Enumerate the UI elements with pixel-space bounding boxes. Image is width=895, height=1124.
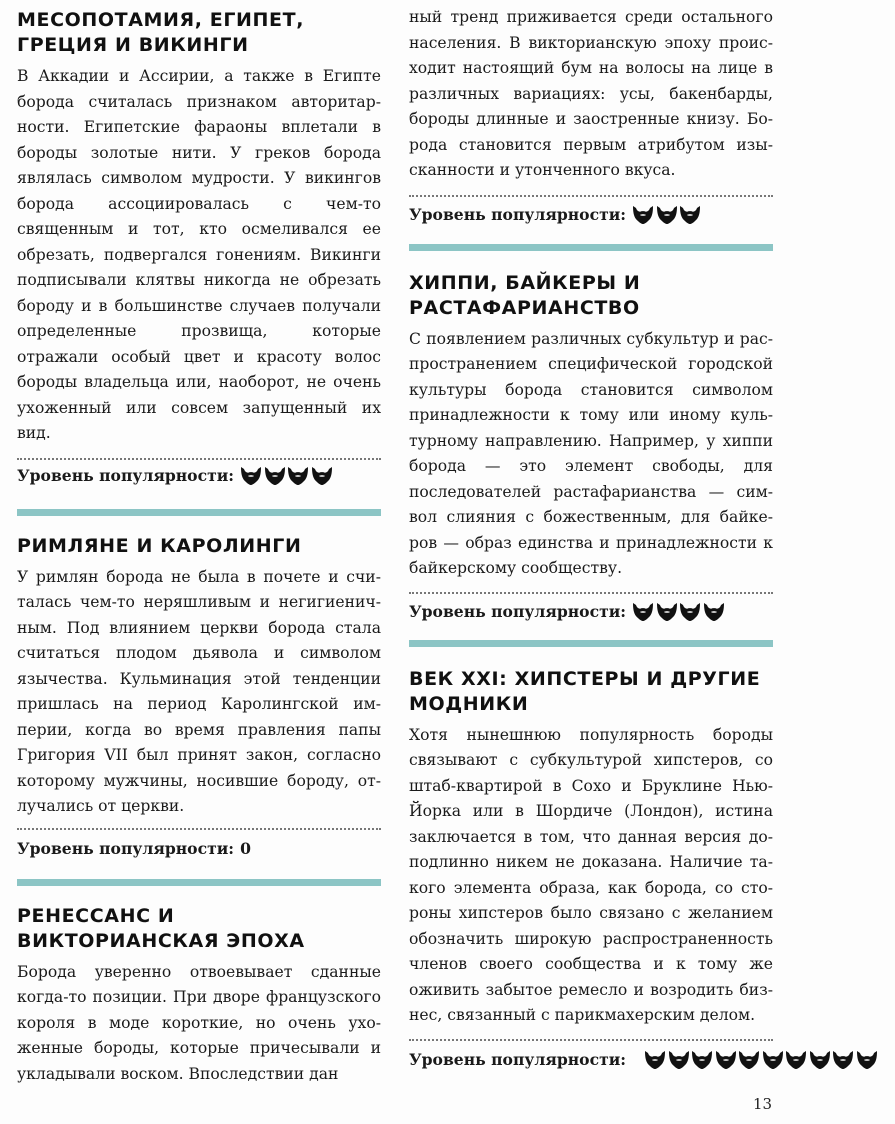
- popularity-row: [17, 463, 381, 489]
- beard-rating: [632, 602, 726, 622]
- section-text: У римлян борода не была в почете и считалась чем-то неряшливым и негигиеничным. Под влиянием церкви борода стала считаться плодом дьявола и символом язычества. Кульминация этой тенденции пришлась на период Каролингской империи, когда во время правления папы Григория VII был принят закон, согласно которому мужчины, носившие бороду, отлучались от церкви.: [17, 567, 381, 815]
- beard-icon: [691, 1050, 713, 1070]
- left-column: [17, 0, 381, 1087]
- beard-icon: [738, 1050, 760, 1070]
- beard-icon: [240, 466, 262, 486]
- popularity-label: Уровень популярности:: [409, 204, 627, 224]
- beard-icon: [715, 1050, 737, 1070]
- beard-icon: [656, 602, 678, 622]
- section-heading: МЕСОПОТАМИЯ, ЕГИПЕТ, ГРЕЦИЯ И ВИКИНГИ: [17, 9, 305, 56]
- beard-icon: [785, 1050, 807, 1070]
- beard-icon: [264, 466, 286, 486]
- popularity-label: Уровень популярности:: [17, 465, 235, 485]
- section-text: В Аккадии и Ассирии, а также в Египте борода считалась признаком авторитарности. Египетские фараоны вплетали в бороды золотые нити. У греков борода являлась символом мудрости. У викингов борода ассоциировалась с чем-то священным и тот, кто осмеливался ее обрезать, подвергался гонениям. Викинги подписывали клятвы никогда не обрезать бороду и в большинстве случаев получали определенные прозвища, которые отражали особый цвет и красоту волос бороды владельца или, наоборот, не очень ухоженный или совсем запущенный их вид.: [17, 67, 381, 442]
- section-heading: РЕНЕССАНС И ВИКТОРИАНСКАЯ ЭПОХА: [17, 904, 305, 952]
- section-heading: ВЕК XXI: ХИПСТЕРЫ И ДРУГИЕ МОДНИКИ: [409, 667, 761, 715]
- beard-icon: [832, 1050, 854, 1070]
- beard-rating: [240, 466, 334, 486]
- popularity-row: [409, 1047, 773, 1073]
- page-number: 13: [753, 1095, 773, 1113]
- popularity-row: [409, 599, 773, 625]
- beard-icon: [703, 602, 725, 622]
- beard-icon: [679, 602, 701, 622]
- popularity-row: [409, 202, 773, 228]
- beard-icon: [632, 602, 654, 622]
- popularity-label: Уровень популярности:: [17, 838, 235, 858]
- beard-icon: [632, 205, 654, 225]
- right-column: [409, 0, 773, 1073]
- popularity-row: [17, 836, 381, 862]
- beard-icon: [311, 466, 333, 486]
- section-heading: РИМЛЯНЕ И КАРОЛИНГИ: [17, 534, 302, 557]
- beard-rating: [632, 205, 703, 225]
- section-text: Хотя нынешнюю популярность бороды связывают с субкультурой хипстеров, со штаб-квартирой в Сохо и Бруклине Нью-Йорка или в Шордиче (Лондон), истина заключается в том, что данная версия доподлинно никем не доказана. Наличие такого элемента образа, как борода, со стороны хипстеров было связано с желанием обозначить широкую распространенность членов своего сообщества и к тому же оживить забытое ремесло и возродить бизнес, связанный с парикмахерским делом.: [409, 725, 773, 1024]
- beard-icon: [679, 205, 701, 225]
- beard-icon: [287, 466, 309, 486]
- section-divider-bar: [17, 509, 381, 516]
- popularity-label: Уровень популярности:: [409, 601, 627, 621]
- popularity-value: 0: [240, 838, 251, 858]
- section-text: Борода уверенно отвоевывает сданные когда-то позиции. При дворе французского короля в моде короткие, но очень ухоженные бороды, которые причесывали и укладывали воском. Впоследствии дан: [17, 962, 381, 1083]
- section-divider-bar: [409, 640, 773, 647]
- beard-rating: [644, 1050, 879, 1070]
- section-divider-bar: [409, 244, 773, 251]
- beard-icon: [856, 1050, 878, 1070]
- beard-icon: [668, 1050, 690, 1070]
- beard-icon: [656, 205, 678, 225]
- section-heading: ХИППИ, БАЙКЕРЫ И РАСТАФАРИАНСТВО: [409, 271, 641, 319]
- section-text: С появлением различных субкультур и распространением специфической городской культуры борода становится символом принадлежности к тому или иному культурному направлению. Например, у хиппи борода — это элемент свободы, для последователей растафарианства — символ слияния с божественным, для байкеров — образ единства и принадлежности к байкерскому сообществу.: [409, 329, 773, 577]
- popularity-label: Уровень популярности:: [409, 1049, 627, 1069]
- beard-icon: [762, 1050, 784, 1070]
- beard-icon: [644, 1050, 666, 1070]
- beard-icon: [809, 1050, 831, 1070]
- section-text-continued: ный тренд приживается среди остального населения. В викторианскую эпоху происходит настоящий бум на волосы на лице в различных вариациях: усы, бакенбарды, бороды длинные и заостренные книзу. Борода становится первым атрибутом изысканности и утонченного вкуса.: [409, 8, 773, 179]
- section-divider-bar: [17, 879, 381, 886]
